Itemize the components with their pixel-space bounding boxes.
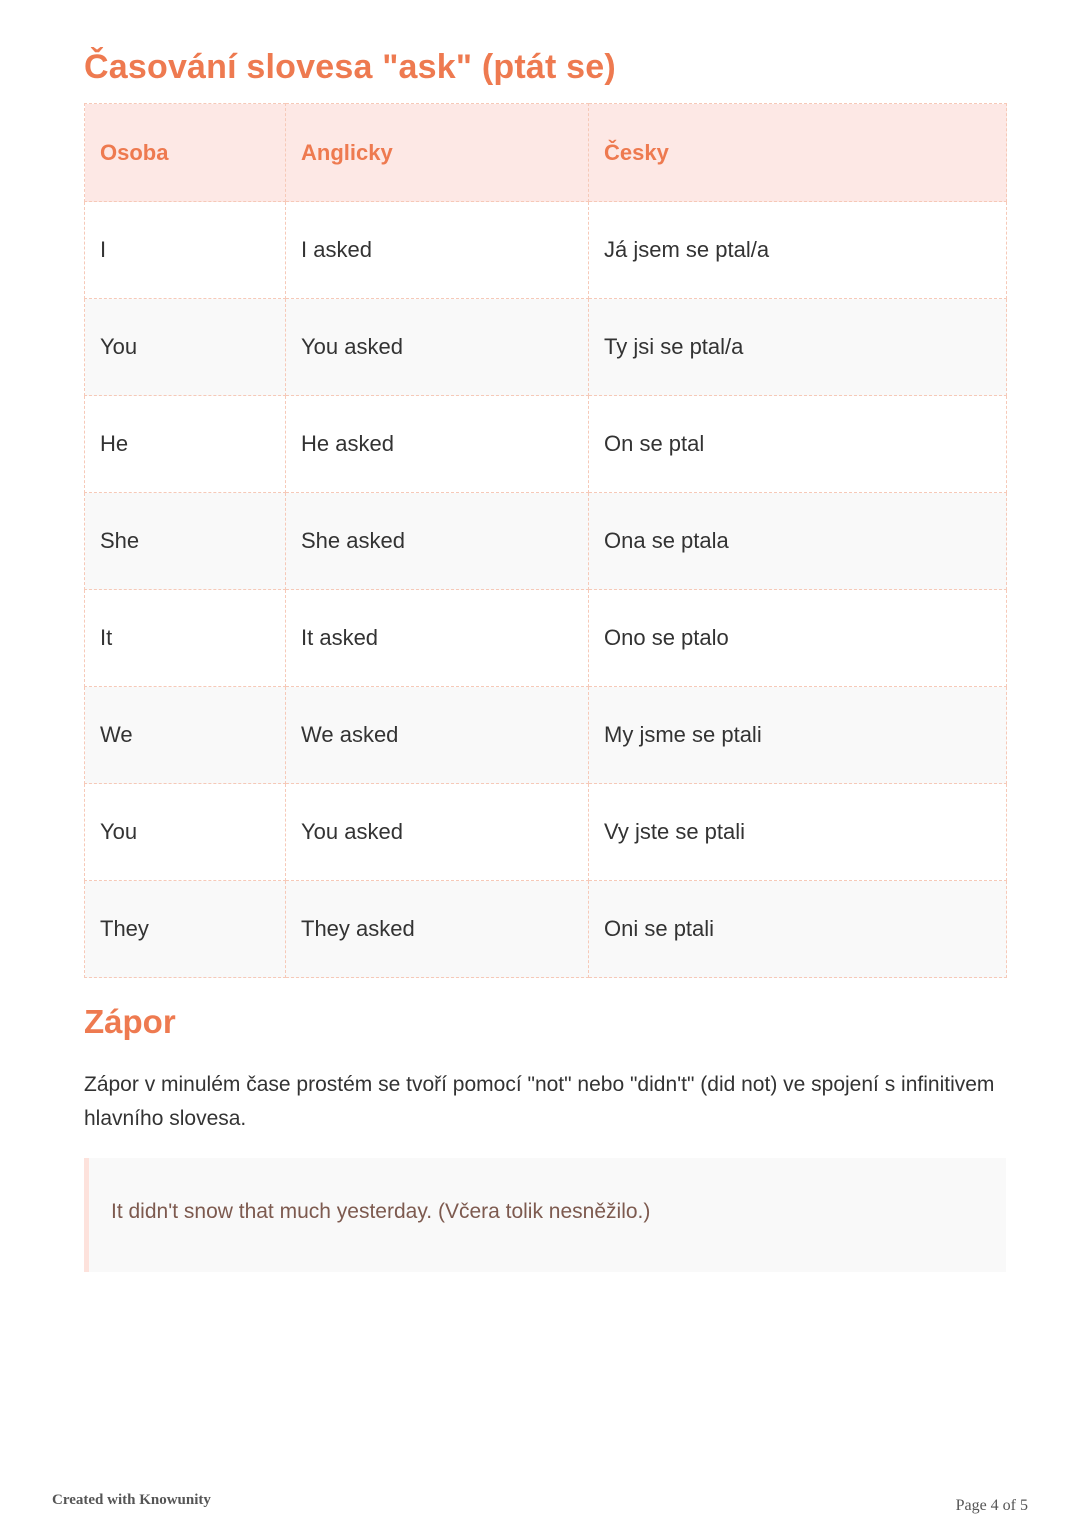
- cell-person: They: [85, 881, 286, 978]
- table-row: [85, 881, 1007, 978]
- table-row: [85, 590, 1007, 687]
- cell-english: She asked: [286, 493, 589, 590]
- cell-english: You asked: [286, 784, 589, 881]
- table-row: [85, 396, 1007, 493]
- cell-person: We: [85, 687, 286, 784]
- footer-page-number: Page 4 of 5: [955, 1497, 1028, 1514]
- cell-english: I asked: [286, 202, 589, 299]
- table-row: [85, 202, 1007, 299]
- table-header-row: [85, 104, 1007, 202]
- cell-czech: Já jsem se ptal/a: [589, 202, 1007, 299]
- cell-english: It asked: [286, 590, 589, 687]
- cell-person: You: [85, 784, 286, 881]
- cell-person: She: [85, 493, 286, 590]
- table-row: [85, 299, 1007, 396]
- cell-person: He: [85, 396, 286, 493]
- section-paragraph: Zápor v minulém čase prostém se tvoří pomocí "not" nebo "didn't" (did not) ve spojení s infinitivem hlavního slovesa.: [84, 1073, 995, 1130]
- section-heading: Zápor: [84, 1003, 176, 1040]
- example-sentence: It didn't snow that much yesterday. (Včera tolik nesněžilo.): [111, 1200, 651, 1223]
- header-cesky: Česky: [589, 104, 1007, 202]
- header-osoba: Osoba: [85, 104, 286, 202]
- conjugation-table: [84, 103, 1007, 978]
- example-blockquote: [84, 1158, 1006, 1272]
- cell-english: You asked: [286, 299, 589, 396]
- cell-person: You: [85, 299, 286, 396]
- cell-czech: Ty jsi se ptal/a: [589, 299, 1007, 396]
- table-row: [85, 493, 1007, 590]
- cell-english: They asked: [286, 881, 589, 978]
- table-row: [85, 687, 1007, 784]
- cell-czech: Ona se ptala: [589, 493, 1007, 590]
- cell-czech: Oni se ptali: [589, 881, 1007, 978]
- cell-czech: My jsme se ptali: [589, 687, 1007, 784]
- cell-english: He asked: [286, 396, 589, 493]
- cell-czech: Vy jste se ptali: [589, 784, 1007, 881]
- table-row: [85, 784, 1007, 881]
- header-anglicky: Anglicky: [286, 104, 589, 202]
- cell-english: We asked: [286, 687, 589, 784]
- cell-czech: On se ptal: [589, 396, 1007, 493]
- cell-person: I: [85, 202, 286, 299]
- cell-czech: Ono se ptalo: [589, 590, 1007, 687]
- page-title: Časování slovesa "ask" (ptát se): [84, 48, 616, 86]
- cell-person: It: [85, 590, 286, 687]
- footer-created-with: Created with Knowunity: [52, 1492, 211, 1508]
